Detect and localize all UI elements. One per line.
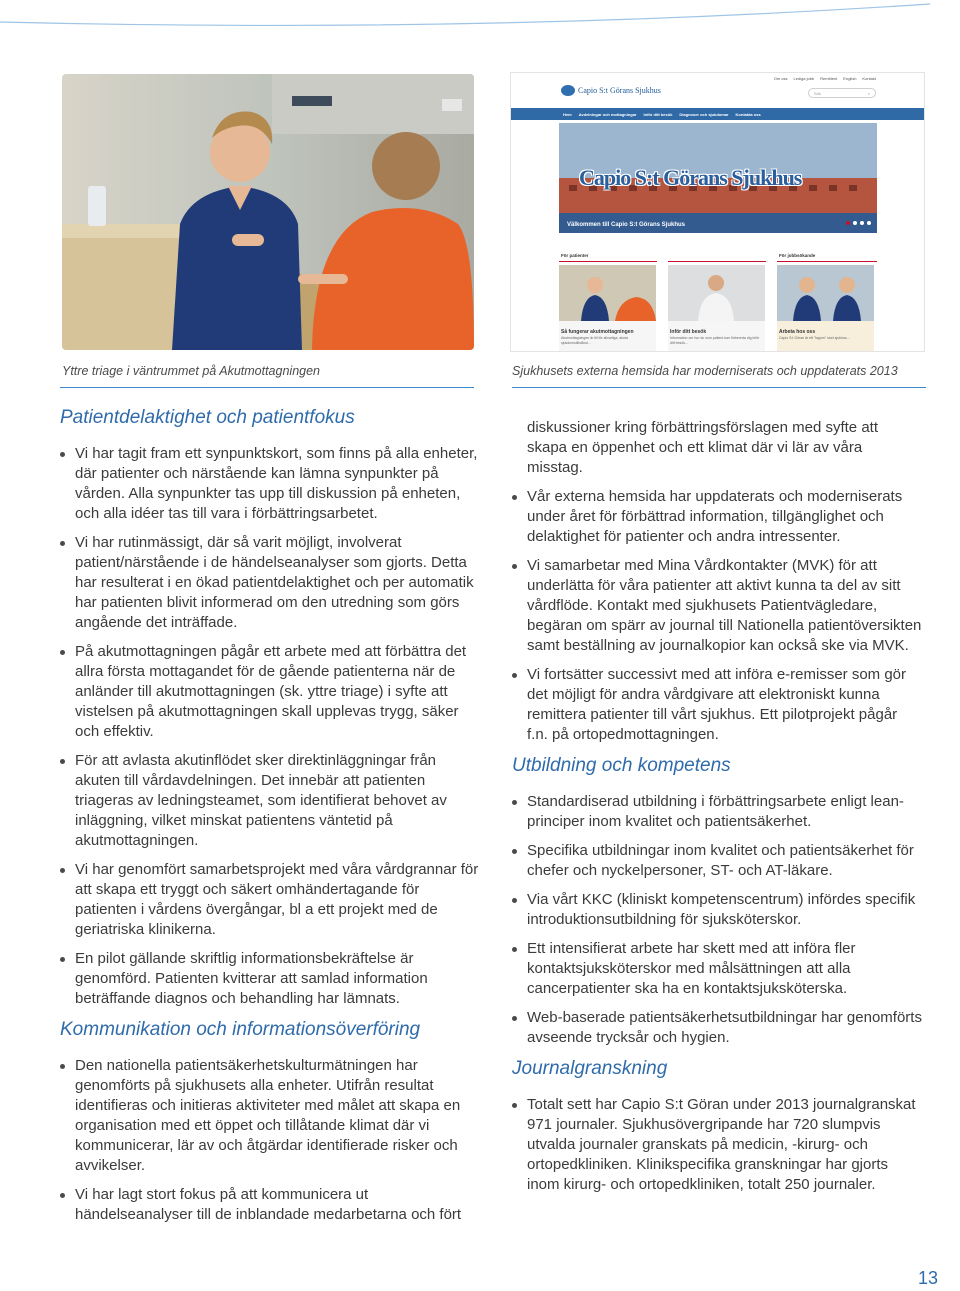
list-item: På akutmottagningen pågår ett arbete med att förbättra det allra första mottagandet för de gående patienterna när de anländer till akutmottagningen (sk. yttre triage) i syfte att vistelsen på akutmottagningen skall upplevas trygg, säker och effektiv. [60, 642, 480, 742]
card-image [559, 265, 656, 321]
list-item: Vi har tagit fram ett synpunktskort, som finns på alla enheter, där patienter och närstående kan lämna synpunkter på vården. Alla synpunkter tas upp till diskussion på enheten, och alla idéer tas till vara i förbättringsarbetet. [60, 444, 480, 524]
list-item: Vi har rutinmässigt, där så varit möjligt, involverat patient/närstående i de händelseanalyser som gjorts. Detta har resulterat i en ökad patientdelaktighet och per automatik har patienten blivit informerad om den utredning som görs angående det inträffade. [60, 533, 480, 633]
site-logo[interactable] [561, 85, 661, 96]
site-top-link[interactable]: Kontakt [862, 76, 876, 81]
site-top-link[interactable]: Remittent [820, 76, 838, 81]
page-number: 13 [917, 1268, 938, 1288]
site-top-link[interactable]: Lediga jobb [793, 76, 815, 81]
carousel-dots[interactable] [846, 221, 871, 225]
site-top-link[interactable]: Om oss [773, 76, 788, 81]
bullet-list [60, 444, 480, 1009]
site-search-placeholder: Sök [814, 91, 821, 96]
card-title: Inför ditt besök [670, 329, 707, 335]
list-item: För att avlasta akutinflödet sker direktinläggningar från akuten till vårdavdelningen. Det innebär att patienten triageras av ledningsteamet, som identifierat behovet av inläggning, vilket minskat patientens väntetid på akutmottagningen. [60, 751, 480, 851]
section-divider [777, 261, 877, 262]
capio-logo-icon [561, 85, 575, 96]
bullet-list [512, 792, 922, 1048]
photo-caption: Yttre triage i väntrummet på Akutmottagningen [62, 364, 321, 378]
site-top-link[interactable]: English [843, 76, 857, 81]
site-hero-title: Capio S:t Görans Sjukhus [579, 165, 802, 190]
list-item: Specifika utbildningar inom kvalitet och patientsäkerhet för chefer och nyckelpersoner, ST- och AT-läkare. [512, 841, 922, 881]
right-column [512, 418, 922, 1204]
card-title: Arbeta hos oss [779, 329, 816, 335]
caption-rule [60, 387, 474, 388]
site-main-nav [511, 108, 924, 120]
bullet-list [512, 487, 922, 745]
caption-rule [512, 387, 926, 388]
list-item: Vi fortsätter successivt med att införa e-remisser som gör det möjligt för andra vårdgivare att elektroniskt kunna remittera patienter till vårt sjukhus. Ett pilotprojekt pågår f.n. på ortopedmottagningen. [512, 665, 922, 745]
card-text: Capio S:t Göran är ett "lagom" stort sjukhus... [779, 336, 850, 340]
site-card[interactable] [668, 265, 765, 352]
section-label-jobs: För jobbsökande [779, 253, 816, 258]
list-item: En pilot gällande skriftlig informationsbekräftelse är genomförd. Patienten kvitterar att samlad information beträffande diagnos och behandling har lämnats. [60, 949, 480, 1009]
website-screenshot [510, 72, 925, 352]
site-nav-item[interactable]: Inför ditt besök [643, 111, 673, 117]
screenshot-caption: Sjukhusets externa hemsida har moderniserats och uppdaterats 2013 [512, 364, 898, 378]
site-hero [559, 123, 877, 233]
site-top-links [774, 76, 876, 81]
site-nav-item[interactable]: Kontakta oss [735, 111, 761, 117]
search-icon: ⌕ [867, 91, 870, 96]
left-column [60, 400, 480, 1234]
site-nav-item[interactable]: Diagnoser och sjukdomar [679, 111, 729, 117]
site-search-input[interactable] [808, 88, 876, 98]
continued-paragraph: diskussioner kring förbättringsförslagen med syfte att skapa en öppenhet och ett klimat där vi lär av våra misstag. [527, 419, 878, 476]
list-item: Den nationella patientsäkerhetskulturmätningen har genomförts på sjukhusets alla enheter. Utifrån resultat identifieras och initieras aktiviteter med målet att skapa en organisation med ett öppet och tillåtande klimat där vi kommunicerar, lär av och åtgärdar identifierade risker och avvikelser. [60, 1056, 480, 1176]
site-hero-caption: Välkommen till Capio S:t Görans Sjukhus [567, 222, 686, 228]
site-card[interactable] [559, 265, 656, 352]
section-heading: Kommunikation och informationsöverföring [60, 1019, 421, 1040]
site-nav-item[interactable]: Avdelningar och mottagningar [578, 111, 637, 117]
section-divider [668, 261, 766, 262]
list-item: Vi har genomfört samarbetsprojekt med våra vårdgrannar för att skapa ett tryggt och säkert omhändertagande för patienten i vårdens övergångar, bl a ett projekt med de geriatriska klinikerna. [60, 860, 480, 940]
list-item: Web-baserade patientsäkerhetsutbildningar har genomförts avseende trycksår och hygien. [512, 1008, 922, 1048]
list-item: Vår externa hemsida har uppdaterats och moderniserats under året för förbättrad information, tillgänglighet och delaktighet för patienter och andra intressenter. [512, 487, 922, 547]
list-item: Vi samarbetar med Mina Vårdkontakter (MVK) för att underlätta för våra patienter att aktivt kunna ta del av sitt vårdflöde. Kontakt med sjukhusets Patientvägledare, begäran om spärr av journal till Nationella patientöversikten samt beställning av journalkopior kan också ske via MVK. [512, 556, 922, 656]
section-divider [559, 261, 657, 262]
card-text: Akutmottagningen är till för allvarliga, akuta sjukdomstillstånd... [561, 336, 628, 345]
bullet-list [60, 1056, 480, 1225]
section-heading: Utbildning och kompetens [512, 755, 731, 776]
section-label-patients: För patienter [561, 253, 589, 258]
site-card[interactable] [777, 265, 874, 352]
section-heading: Patientdelaktighet och patientfokus [60, 407, 355, 428]
section-heading: Journalgranskning [512, 1058, 668, 1079]
card-image [777, 265, 874, 321]
bullet-list [512, 1095, 922, 1195]
card-image [668, 265, 765, 321]
list-item: Totalt sett har Capio S:t Göran under 2013 journalgranskat 971 journaler. Sjukhusövergripande har 720 slumpvis utvalda journaler granskats på medicin, -kirurg- och ortopedkliniken. Klinikspecifika granskningar har gjorts inom kirurg- och ortopedkliniken, totalt 250 journaler. [512, 1095, 922, 1195]
list-item: Standardiserad utbildning i förbättringsarbete enligt lean-principer inom kvalitet och patientsäkerhet. [512, 792, 922, 832]
list-item: Vi har lagt stort fokus på att kommunicera ut händelseanalyser till de inblandade medarbetarna och fört [60, 1185, 480, 1225]
site-nav-item[interactable]: Hem [563, 111, 572, 117]
card-title: Så fungerar akutmottagningen [561, 329, 634, 335]
header-curve [0, 0, 960, 40]
site-logo-text: Capio S:t Görans Sjukhus [578, 86, 661, 95]
card-text: Information om hur du som patient kan förbereda dig inför ditt besök... [670, 336, 760, 345]
list-item: Ett intensifierat arbete har skett med att införa fler kontaktsjuksköterskor med målsättningen att alla cancerpatienter ska ha en kontaktsjuksköterska. [512, 939, 922, 999]
triage-photo [62, 74, 474, 350]
list-item: Via vårt KKC (kliniskt kompetenscentrum) infördes specifik introduktionsutbildning för sjuksköterskor. [512, 890, 922, 930]
